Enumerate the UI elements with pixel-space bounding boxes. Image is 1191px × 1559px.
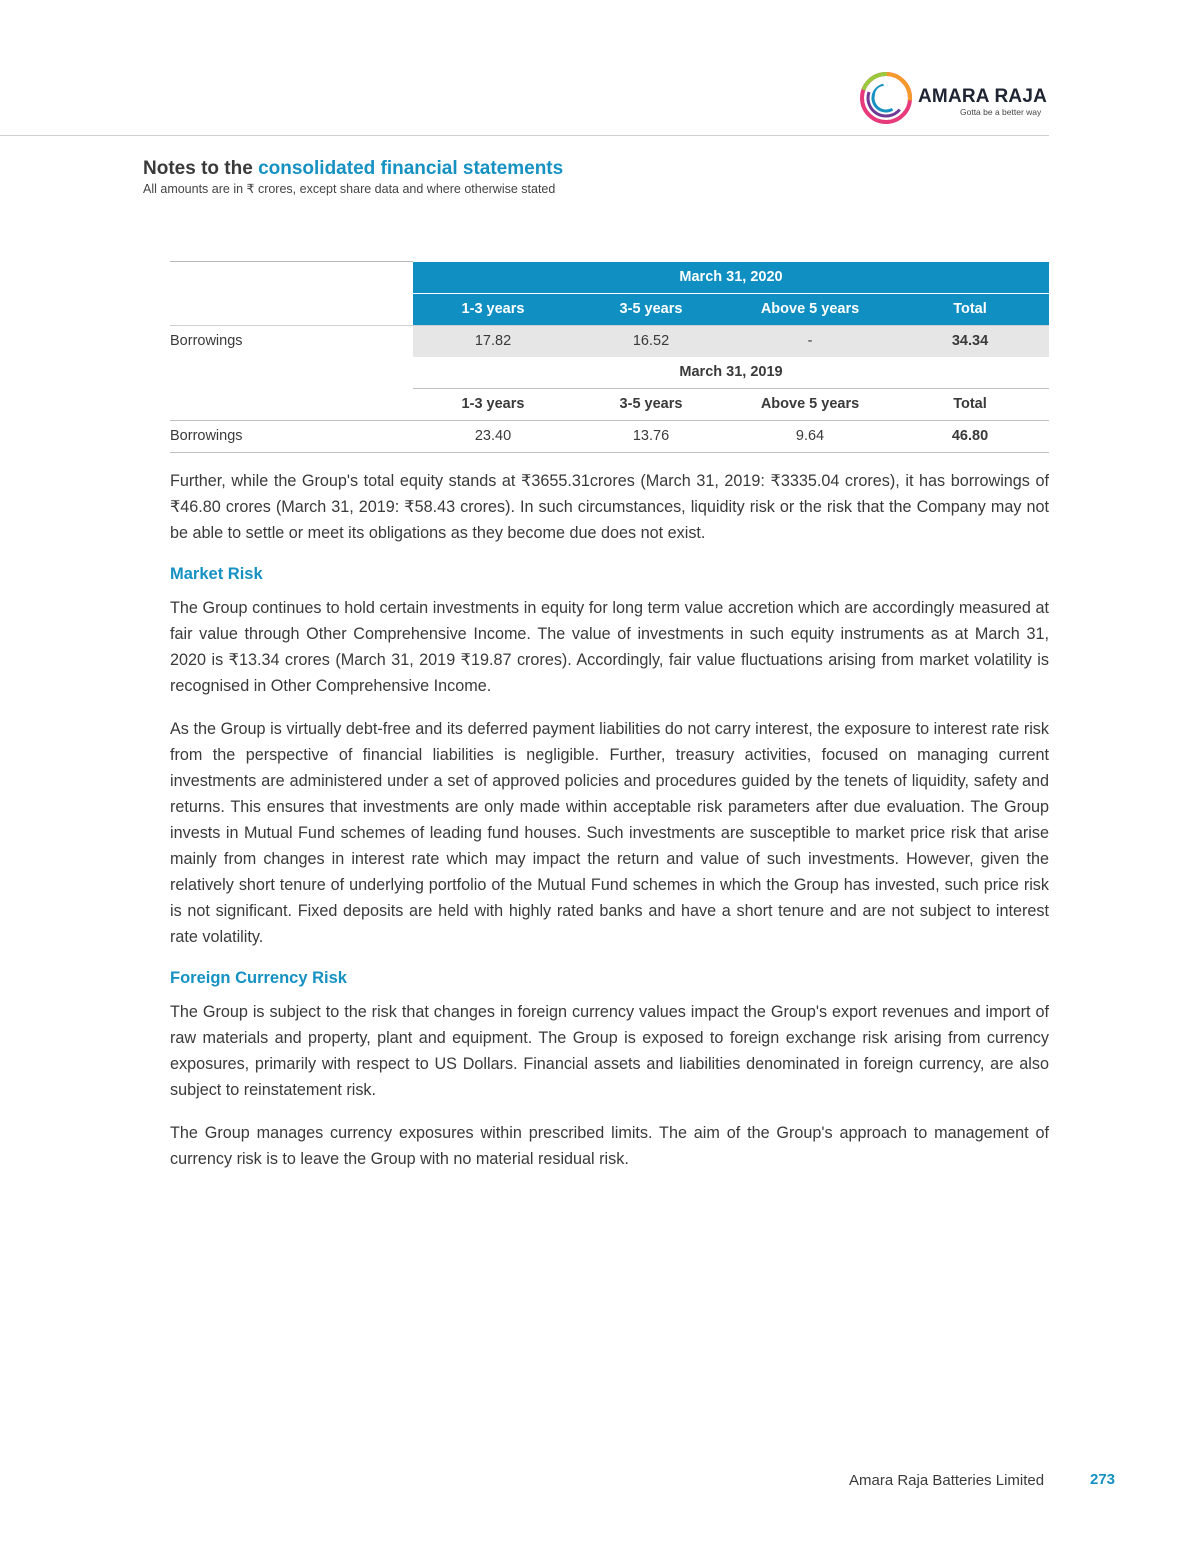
table-empty-cell (170, 357, 413, 389)
period-2020-header: March 31, 2020 (413, 262, 1049, 294)
market-risk-paragraph-2: As the Group is virtually debt-free and its deferred payment liabilities do not carry interest, the exposure to interest rate risk from the perspective of financial liabilities is negligible. Further, treasury activities, focused on managing current investments are administered under a set of approved policies and procedures guided by the tenets of liquidity, safety and returns. This ensures that investments are only made within acceptable risk parameters after due evaluation. The Group invests in Mutual Fund schemes of leading fund houses. Such investments are susceptible to market price risk that arise mainly from changes in interest rate which may impact the return and value of such investments. However, given the relatively short tenure of underlying portfolio of the Mutual Fund schemes in which the Group has invested, such price risk is not significant. Fixed deposits are held with highly rated banks and have a short tenure and are not subject to interest rate volatility. (170, 720, 1049, 946)
footer-company-name: Amara Raja Batteries Limited (849, 1472, 1045, 1489)
table-corner-cell (170, 262, 413, 294)
page-title-accent: consolidated financial statements (258, 158, 564, 179)
cell-value: - (729, 325, 891, 357)
liquidity-paragraph: Further, while the Group's total equity stands at ₹3655.31crores (March 31, 2019: ₹3335.04 crores), it has borrowings of ₹46.80 crores (March 31, 2019: ₹58.43 crores). In such circumstances, liquidity risk or the risk that the Company may not be able to settle or meet its obligations as they become due does not exist. (170, 472, 1049, 542)
borrowings-maturity-table (170, 261, 1049, 453)
table-period-header-2020 (170, 262, 1049, 294)
cell-value: 9.64 (729, 420, 891, 452)
cell-value: 17.82 (413, 325, 573, 357)
col-above-5-years: Above 5 years (729, 293, 891, 325)
market-risk-heading: Market Risk (170, 565, 263, 583)
row-label: Borrowings (170, 325, 413, 357)
col-total: Total (891, 388, 1049, 420)
cell-total: 34.34 (891, 325, 1049, 357)
foreign-currency-paragraph-2: The Group manages currency exposures within prescribed limits. The aim of the Group's approach to management of currency risk is to leave the Group with no material residual risk. (170, 1124, 1049, 1168)
cell-value: 23.40 (413, 420, 573, 452)
market-risk-paragraph-1: The Group continues to hold certain investments in equity for long term value accretion which are accordingly measured at fair value through Other Comprehensive Income. The value of investments in such equity instruments as at March 31, 2020 is ₹13.34 crores (March 31, 2019 ₹19.87 crores). Accordingly, fair value fluctuations arising from market volatility is recognised in Other Comprehensive Income. (170, 599, 1049, 695)
cell-value: 13.76 (573, 420, 729, 452)
brand-name: AMARA RAJA (918, 86, 1048, 107)
foreign-currency-risk-heading: Foreign Currency Risk (170, 969, 347, 987)
row-label: Borrowings (170, 420, 413, 452)
table-row (170, 325, 1049, 357)
brand-tagline: Gotta be a better way (960, 107, 1042, 117)
cell-value: 16.52 (573, 325, 729, 357)
table-period-header-2019 (170, 357, 1049, 389)
page-subtitle: All amounts are in ₹ crores, except share data and where otherwise stated (143, 182, 556, 196)
col-above-5-years: Above 5 years (729, 388, 891, 420)
period-2019-header: March 31, 2019 (413, 357, 1049, 389)
page-title (143, 158, 563, 180)
amara-raja-logo (858, 70, 1053, 126)
col-1-3-years: 1-3 years (413, 293, 573, 325)
col-3-5-years: 3-5 years (573, 388, 729, 420)
table-empty-cell (170, 388, 413, 420)
logo-swirl-icon (858, 70, 914, 126)
col-1-3-years: 1-3 years (413, 388, 573, 420)
header-divider (0, 135, 1049, 136)
footer-page-number: 273 (1090, 1471, 1116, 1488)
foreign-currency-paragraph-1: The Group is subject to the risk that changes in foreign currency values impact the Group's export revenues and import of raw materials and property, plant and equipment. The Group is exposed to foreign exchange risk arising from currency exposures, primarily with respect to US Dollars. Financial assets and liabilities denominated in foreign currency, are also subject to reinstatement risk. (170, 1003, 1049, 1099)
col-3-5-years: 3-5 years (573, 293, 729, 325)
col-total: Total (891, 293, 1049, 325)
table-column-header-2019 (170, 388, 1049, 420)
table-row (170, 420, 1049, 452)
table-column-header-2020 (170, 293, 1049, 325)
cell-total: 46.80 (891, 420, 1049, 452)
table-empty-cell (170, 293, 413, 325)
page-title-prefix: Notes to the (143, 158, 259, 179)
